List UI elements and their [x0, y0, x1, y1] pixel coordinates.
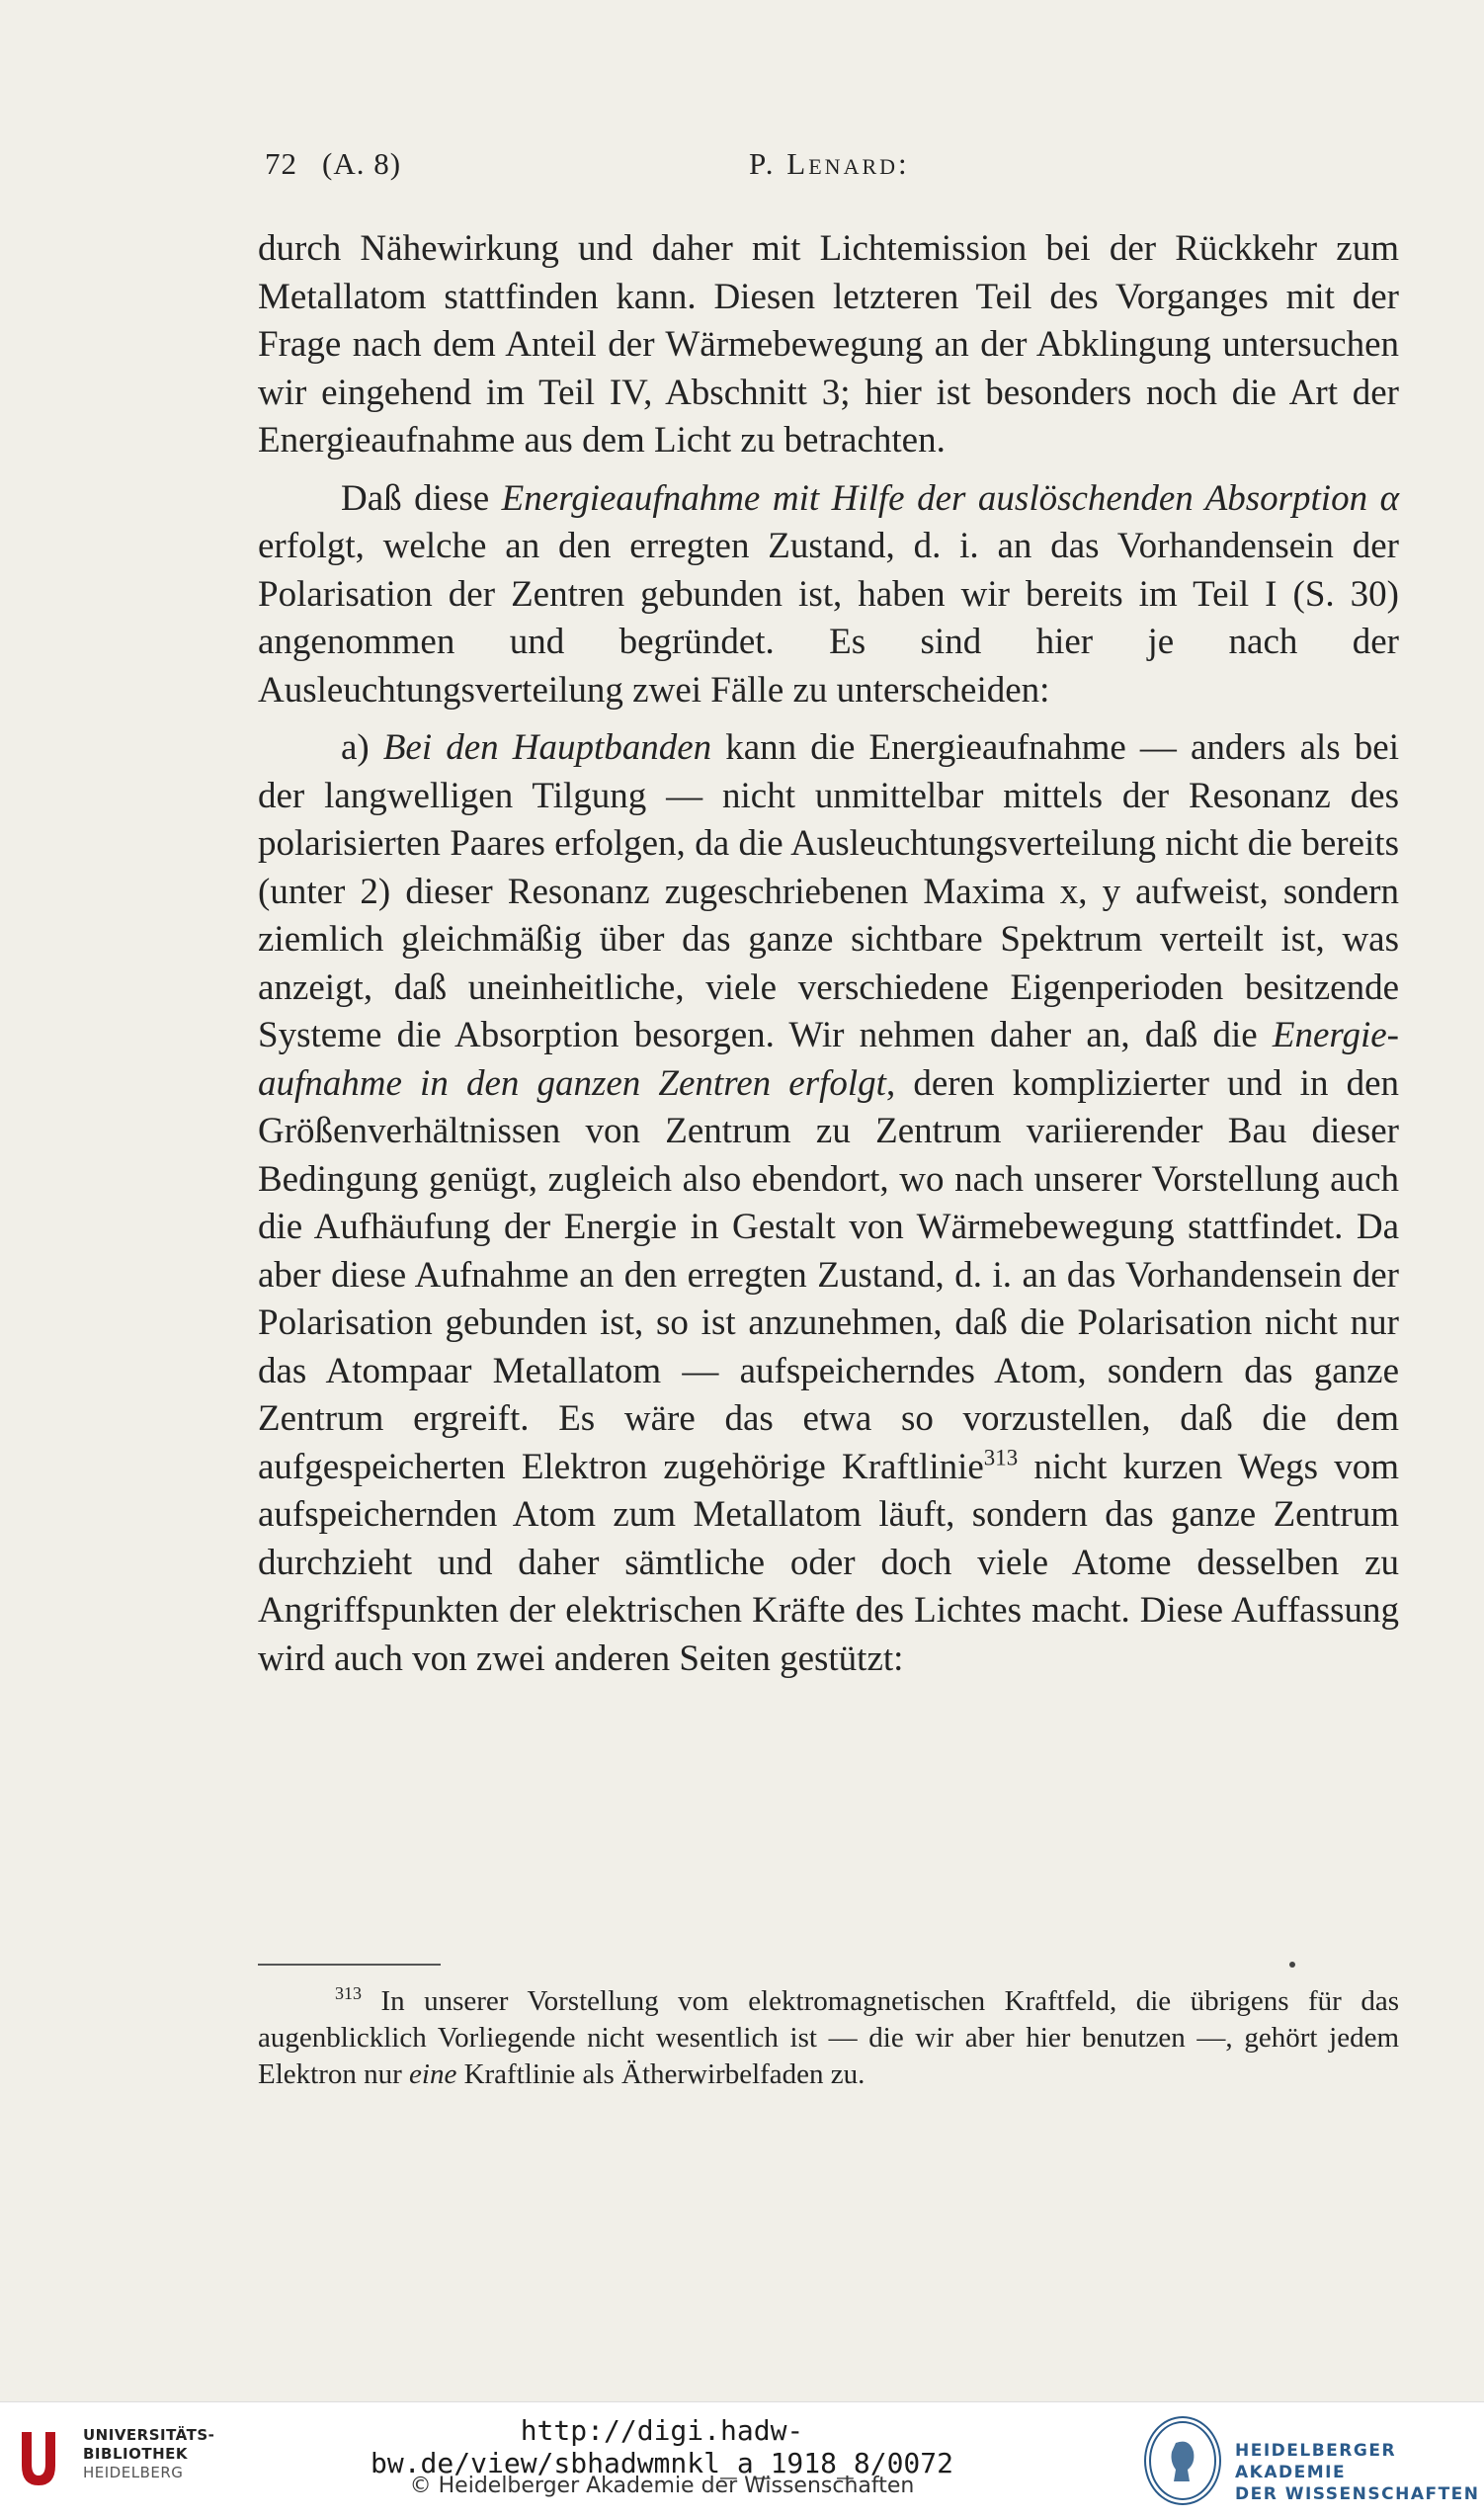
- section-reference: (A. 8): [322, 146, 402, 181]
- university-library-name: UNIVERSITÄTS- BIBLIOTHEK HEIDELBERG: [83, 2426, 215, 2481]
- emphasized-text: Energieaufnahme in den ganzen Zentren erfolgt: [258, 1015, 1399, 1104]
- text-run: In unserer Vorstellung vom elektromagnetischen Kraftfeld, die übrigens für das augenblicklich Vorliegende nicht wesentlich ist — die wir aber hier benutzen —, gehört jedem Elektron nur: [258, 1985, 1399, 2090]
- emphasized-text: Energieaufnahme mit Hilfe der auslöschenden Absorption α: [501, 477, 1399, 519]
- text-run: durch Nähewirkung und daher mit Lichtemission bei der Rückkehr zum Metallatom stattfinden kann. Diesen letzteren Teil des Vorganges mit der Frage nach dem Anteil der Wärmebewegung an der Abklingung untersuchen wir eingehend im Teil IV, Abschnitt 3; hier ist besonders noch die Art der Energieaufnahme aus dem Licht zu betrachten.: [258, 228, 1399, 461]
- paragraph: [258, 225, 1399, 465]
- academy-name: HEIDELBERGER AKADEMIE DER WISSENSCHAFTEN: [1235, 2441, 1480, 2504]
- footnote-marker: 313: [983, 1444, 1019, 1469]
- footnote-text: [258, 1983, 1399, 2093]
- text-run: erfolgt, welche an den erregten Zustand, d. i. an das Vorhandensein der Polarisation der Zentren gebunden ist, haben wir bereits im Teil I (S. 30) angenommen und begründet. Es sind hier je nach der Ausleuchtungsverteilung zwei Fälle zu unterscheiden:: [258, 526, 1399, 711]
- text-run: Kraftlinie als Ätherwirbelfaden zu.: [456, 2058, 866, 2090]
- footer-bar: [0, 2401, 1484, 2518]
- text-run: Daß diese: [341, 477, 502, 519]
- footnote-divider: [258, 1964, 441, 1966]
- ink-dot: [1289, 1962, 1295, 1968]
- academy-seal-icon: [1144, 2416, 1221, 2505]
- copyright-notice: © Heidelberger Akademie der Wissenschaften: [409, 2474, 915, 2498]
- text-run: a): [341, 727, 383, 768]
- footnote-marker: 313: [335, 1983, 362, 2004]
- paragraph: [258, 724, 1399, 1683]
- author-name: P. Lenard:: [749, 146, 910, 181]
- document-url-link[interactable]: http://digi.hadw-bw.de/view/sbhadwmnkl_a_1918_8/0072: [370, 2414, 953, 2479]
- paragraph: [258, 475, 1399, 715]
- university-library-logo: [14, 2424, 63, 2493]
- main-text: [258, 225, 1399, 1683]
- footnote: [258, 1983, 1399, 2093]
- text-run: , deren komplizierter und in den Größenverhältnissen von Zentrum zu Zentrum variierender Bau dieser Bedingung genügt, zugleich also ebendort, wo nach unserer Vorstellung auch die Aufhäufung der Energie in Gestalt von Wärmebewegung stattfindet. Da aber diese Aufnahme an den erregten Zustand, d. i. an das Vorhandensein der Polarisation gebunden ist, so ist anzunehmen, daß die Polarisation nicht nur das Atompaar Metallatom — aufspeicherndes Atom, sondern das ganze Zentrum ergreift. Es wäre das etwa so vorzustellen, daß die dem aufgespeicherten Elektron zugehörige Kraftlinie: [258, 1062, 1399, 1487]
- emphasized-text: Bei den Hauptbanden: [382, 727, 712, 768]
- page-number: 72: [265, 146, 297, 181]
- text-run: kann die Energieaufnahme — anders als bei der langwelligen Tilgung — nicht unmittelbar mittels der Resonanz des polarisierten Paares erfolgen, da die Ausleuchtungsverteilung nicht die bereits (unter 2) dieser Resonanz zugeschriebenen Maxima x, y aufweist, sondern ziemlich gleichmäßig über das ganze sichtbare Spektrum verteilt ist, was anzeigt, daß uneinheitliche, viele verschiedene Eigenperioden besitzende Systeme die Absorption besorgen. Wir nehmen daher an, daß die: [258, 727, 1399, 1055]
- text-run: nicht kurzen Wegs vom aufspeichernden Atom zum Metallatom läuft, sondern das ganze Zentrum durchzieht und daher sämtliche oder doch viele Atome desselben zu Angriffspunkten der elektrischen Kräfte des Lichtes macht. Diese Auffassung wird auch von zwei anderen Seiten gestützt:: [258, 1446, 1399, 1679]
- emphasized-text: eine: [409, 2058, 457, 2090]
